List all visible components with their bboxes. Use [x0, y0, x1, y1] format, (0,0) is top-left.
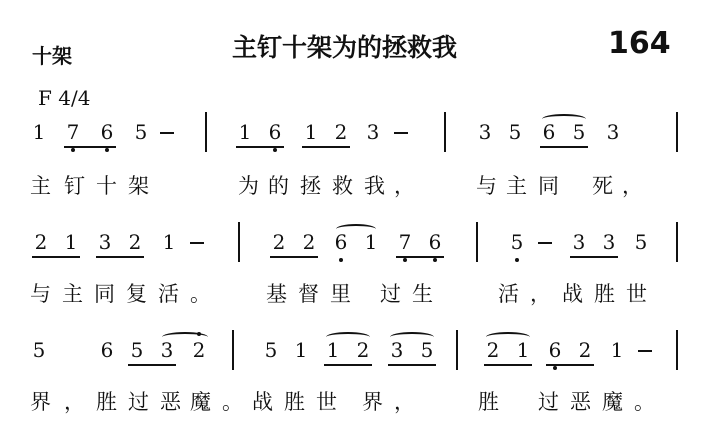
hold-dash — [638, 350, 652, 352]
bar-line — [444, 112, 446, 152]
note: 7 — [66, 120, 80, 144]
note: 2 — [272, 230, 286, 254]
note: 1 — [326, 338, 340, 362]
note: 2 — [356, 338, 370, 362]
note: 1 — [364, 230, 378, 254]
beam-underline — [302, 146, 350, 148]
note: 5 — [32, 338, 46, 362]
lyric-char: 复 — [126, 282, 147, 306]
bar-line — [238, 222, 240, 262]
lyric-char: ， — [394, 390, 415, 414]
lyric-char: 的 — [268, 174, 289, 198]
note: 1 — [238, 120, 252, 144]
note: 7 — [398, 230, 412, 254]
bar-line — [232, 330, 234, 370]
note: 1 — [516, 338, 530, 362]
note: 5 — [130, 338, 144, 362]
lyric-char: 同 — [538, 174, 559, 198]
lyric-char: 界 — [30, 390, 51, 414]
lyric-char: 。 — [222, 390, 243, 414]
note: 6 — [548, 338, 562, 362]
lyric-char: 界 — [362, 390, 383, 414]
lyric-char: 督 — [298, 282, 319, 306]
lyric-char: 过 — [128, 390, 149, 414]
note: 3 — [572, 230, 586, 254]
lyric-char: 魔 — [190, 390, 211, 414]
note: 3 — [602, 230, 616, 254]
note: 6 — [100, 338, 114, 362]
beam-underline — [236, 146, 284, 148]
beam-underline — [324, 364, 372, 366]
notation-row-2 — [0, 222, 711, 262]
note: 5 — [572, 120, 586, 144]
note: 5 — [510, 230, 524, 254]
lyric-char: 战 — [562, 282, 583, 306]
beam-underline — [270, 256, 318, 258]
low-octave-dot — [105, 148, 109, 152]
hymn-title: 主钉十架为的拯救我 — [232, 33, 458, 62]
lyric-char: 活 — [158, 282, 179, 306]
lyric-char: ， — [64, 390, 85, 414]
tie-arc — [326, 332, 370, 342]
tie-arc — [486, 332, 530, 342]
lyrics-row-1 — [0, 168, 711, 198]
note: 6 — [428, 230, 442, 254]
tie-arc — [162, 332, 208, 342]
lyric-char: ， — [622, 174, 643, 198]
note: 1 — [64, 230, 78, 254]
hold-dash — [190, 242, 204, 244]
lyric-char: 同 — [94, 282, 115, 306]
lyrics-row-2 — [0, 276, 711, 306]
lyric-char: 与 — [30, 282, 51, 306]
bar-line — [456, 330, 458, 370]
lyric-char: 恶 — [160, 390, 181, 414]
note: 3 — [98, 230, 112, 254]
note: 5 — [508, 120, 522, 144]
low-octave-dot — [553, 366, 557, 370]
beam-underline — [570, 256, 618, 258]
lyric-char: 活 — [498, 282, 519, 306]
note: 3 — [366, 120, 380, 144]
lyric-char: 过 — [380, 282, 401, 306]
beam-underline — [64, 146, 116, 148]
beam-underline — [128, 364, 176, 366]
lyric-char: 生 — [412, 282, 433, 306]
key-signature: F 4/4 — [38, 86, 91, 110]
lyric-char: 里 — [330, 282, 351, 306]
tie-arc — [390, 332, 434, 342]
lyric-char: 。 — [190, 282, 211, 306]
note: 1 — [294, 338, 308, 362]
note: 2 — [486, 338, 500, 362]
low-octave-dot — [433, 258, 437, 262]
note: 6 — [542, 120, 556, 144]
note: 1 — [32, 120, 46, 144]
beam-underline — [388, 364, 436, 366]
beam-underline — [96, 256, 144, 258]
note: 3 — [606, 120, 620, 144]
lyric-char: 主 — [62, 282, 83, 306]
note: 5 — [420, 338, 434, 362]
note: 3 — [160, 338, 174, 362]
lyric-char: 救 — [332, 174, 353, 198]
lyric-char: ， — [394, 174, 415, 198]
tie-arc — [336, 224, 376, 234]
hymn-number: 164 — [608, 26, 671, 61]
bar-line — [676, 330, 678, 370]
lyric-char: 我 — [364, 174, 385, 198]
hold-dash — [394, 132, 408, 134]
lyrics-row-3 — [0, 384, 711, 414]
low-octave-dot — [515, 258, 519, 262]
lyric-char: 为 — [238, 174, 259, 198]
lyric-char: 魔 — [602, 390, 623, 414]
lyric-char: 拯 — [300, 174, 321, 198]
lyric-char: 胜 — [478, 390, 499, 414]
lyric-char: 恶 — [570, 390, 591, 414]
note: 2 — [192, 338, 206, 362]
bar-line — [676, 222, 678, 262]
lyric-char: 十 — [96, 174, 117, 198]
low-octave-dot — [403, 258, 407, 262]
lyric-char: 世 — [626, 282, 647, 306]
note: 2 — [128, 230, 142, 254]
note: 5 — [634, 230, 648, 254]
bar-line — [476, 222, 478, 262]
lyric-char: 战 — [252, 390, 273, 414]
notation-row-3 — [0, 330, 711, 370]
low-octave-dot — [71, 148, 75, 152]
lyric-char: 基 — [266, 282, 287, 306]
lyric-char: 胜 — [594, 282, 615, 306]
lyric-char: 与 — [476, 174, 497, 198]
lyric-char: 过 — [538, 390, 559, 414]
category-label: 十架 — [32, 44, 72, 68]
note: 1 — [162, 230, 176, 254]
note: 2 — [302, 230, 316, 254]
note: 3 — [478, 120, 492, 144]
lyric-char: 。 — [634, 390, 655, 414]
note: 2 — [34, 230, 48, 254]
bar-line — [676, 112, 678, 152]
note: 5 — [264, 338, 278, 362]
note: 3 — [390, 338, 404, 362]
low-octave-dot — [273, 148, 277, 152]
low-octave-dot — [339, 258, 343, 262]
lyric-char: 钉 — [64, 174, 85, 198]
bar-line — [205, 112, 207, 152]
lyric-char: ， — [530, 282, 551, 306]
note: 2 — [578, 338, 592, 362]
lyric-char: 胜 — [284, 390, 305, 414]
hold-dash — [160, 132, 174, 134]
notation-row-1 — [0, 112, 711, 152]
beam-underline — [540, 146, 588, 148]
lyric-char: 胜 — [96, 390, 117, 414]
lyric-char: 主 — [30, 174, 51, 198]
beam-underline — [396, 256, 444, 258]
beam-underline — [32, 256, 80, 258]
lyric-char: 死 — [592, 174, 613, 198]
note: 6 — [334, 230, 348, 254]
tie-arc — [542, 114, 586, 124]
lyric-char: 世 — [316, 390, 337, 414]
note: 2 — [334, 120, 348, 144]
note: 1 — [304, 120, 318, 144]
note: 6 — [100, 120, 114, 144]
hold-dash — [538, 242, 552, 244]
note: 6 — [268, 120, 282, 144]
note: 5 — [134, 120, 148, 144]
note: 1 — [610, 338, 624, 362]
beam-underline — [484, 364, 532, 366]
lyric-char: 主 — [506, 174, 527, 198]
lyric-char: 架 — [128, 174, 149, 198]
beam-underline — [546, 364, 594, 366]
